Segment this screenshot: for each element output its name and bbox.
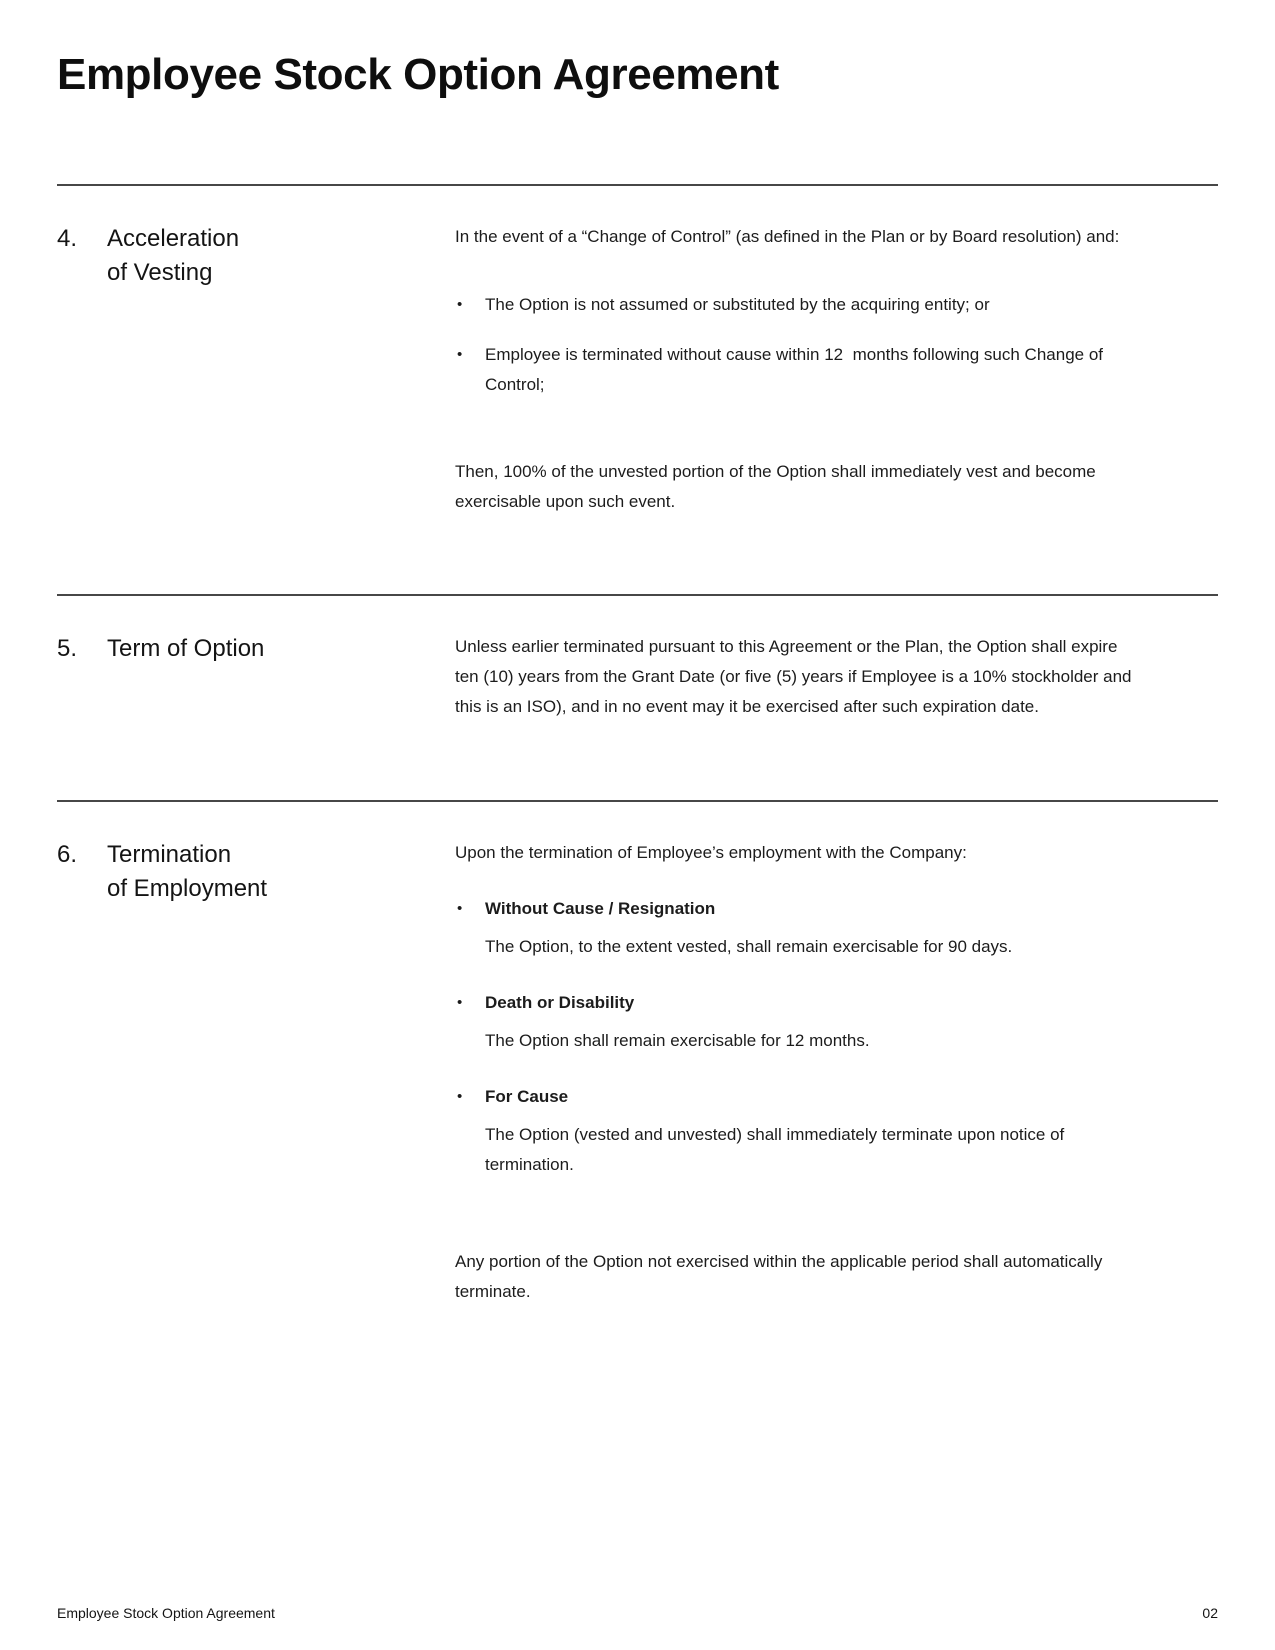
section-heading	[107, 222, 239, 290]
section-closing-paragraph: Then, 100% of the unvested portion of the Option shall immediately vest and become exercisable upon such event.	[455, 462, 1096, 511]
page-footer	[57, 1603, 1218, 1623]
section-number: 5.	[57, 635, 78, 662]
section-heading-column	[57, 222, 455, 290]
termination-bullet-group	[455, 1082, 1135, 1180]
section-termination-of-employment	[57, 802, 1218, 1307]
heading-line: of Vesting	[107, 259, 213, 286]
termination-bullet-group	[455, 988, 1135, 1056]
bullet-item: • The Option is not assumed or substituted by the acquiring entity; or	[455, 290, 1135, 320]
termination-bullet-group	[455, 894, 1135, 962]
section-heading-column	[57, 838, 455, 906]
section-body-column	[455, 838, 1135, 1307]
section-heading	[107, 838, 267, 906]
section-heading-column	[57, 632, 455, 666]
termination-condition-body: The Option, to the extent vested, shall remain exercisable for 90 days.	[485, 937, 1013, 956]
section-body-column	[455, 222, 1135, 517]
termination-condition-label: • Without Cause / Resignation	[485, 899, 716, 918]
section-intro-paragraph: Upon the termination of Employee’s employment with the Company:	[455, 843, 967, 862]
footer-document-name: Employee Stock Option Agreement	[57, 1605, 275, 1621]
bullet-item: • Employee is terminated without cause within 12 months following such Change of Control;	[455, 340, 1135, 400]
bullet-list	[455, 290, 1135, 400]
section-body-paragraph: Unless earlier terminated pursuant to this Agreement or the Plan, the Option shall expire ten (10) years from the Grant Date (or five (5) years if Employee is a 10% stockholder and this is an ISO), and in no event may it be exercised after such expiration date.	[455, 637, 1132, 716]
section-number: 6.	[57, 841, 78, 868]
heading-line: Term of Option	[107, 635, 265, 662]
page-title: Employee Stock Option Agreement	[57, 50, 779, 99]
termination-condition-body: The Option shall remain exercisable for 12 months.	[485, 1031, 870, 1050]
heading-line: Termination	[107, 841, 232, 868]
section-acceleration-of-vesting	[57, 186, 1218, 594]
section-heading	[107, 632, 264, 666]
termination-condition-label: • Death or Disability	[485, 993, 635, 1012]
heading-line: Acceleration	[107, 225, 240, 252]
termination-condition-label: • For Cause	[485, 1087, 569, 1106]
footer-page-number: 02	[1202, 1605, 1218, 1621]
section-term-of-option	[57, 596, 1218, 800]
section-intro-paragraph: In the event of a “Change of Control” (as defined in the Plan or by Board resolution) and:	[455, 227, 1120, 246]
section-closing-paragraph: Any portion of the Option not exercised within the applicable period shall automatically terminate.	[455, 1252, 1103, 1301]
section-body-column	[455, 632, 1135, 722]
termination-condition-body: The Option (vested and unvested) shall immediately terminate upon notice of termination.	[485, 1125, 1065, 1174]
heading-line: of Employment	[107, 875, 268, 902]
section-number: 4.	[57, 225, 78, 252]
